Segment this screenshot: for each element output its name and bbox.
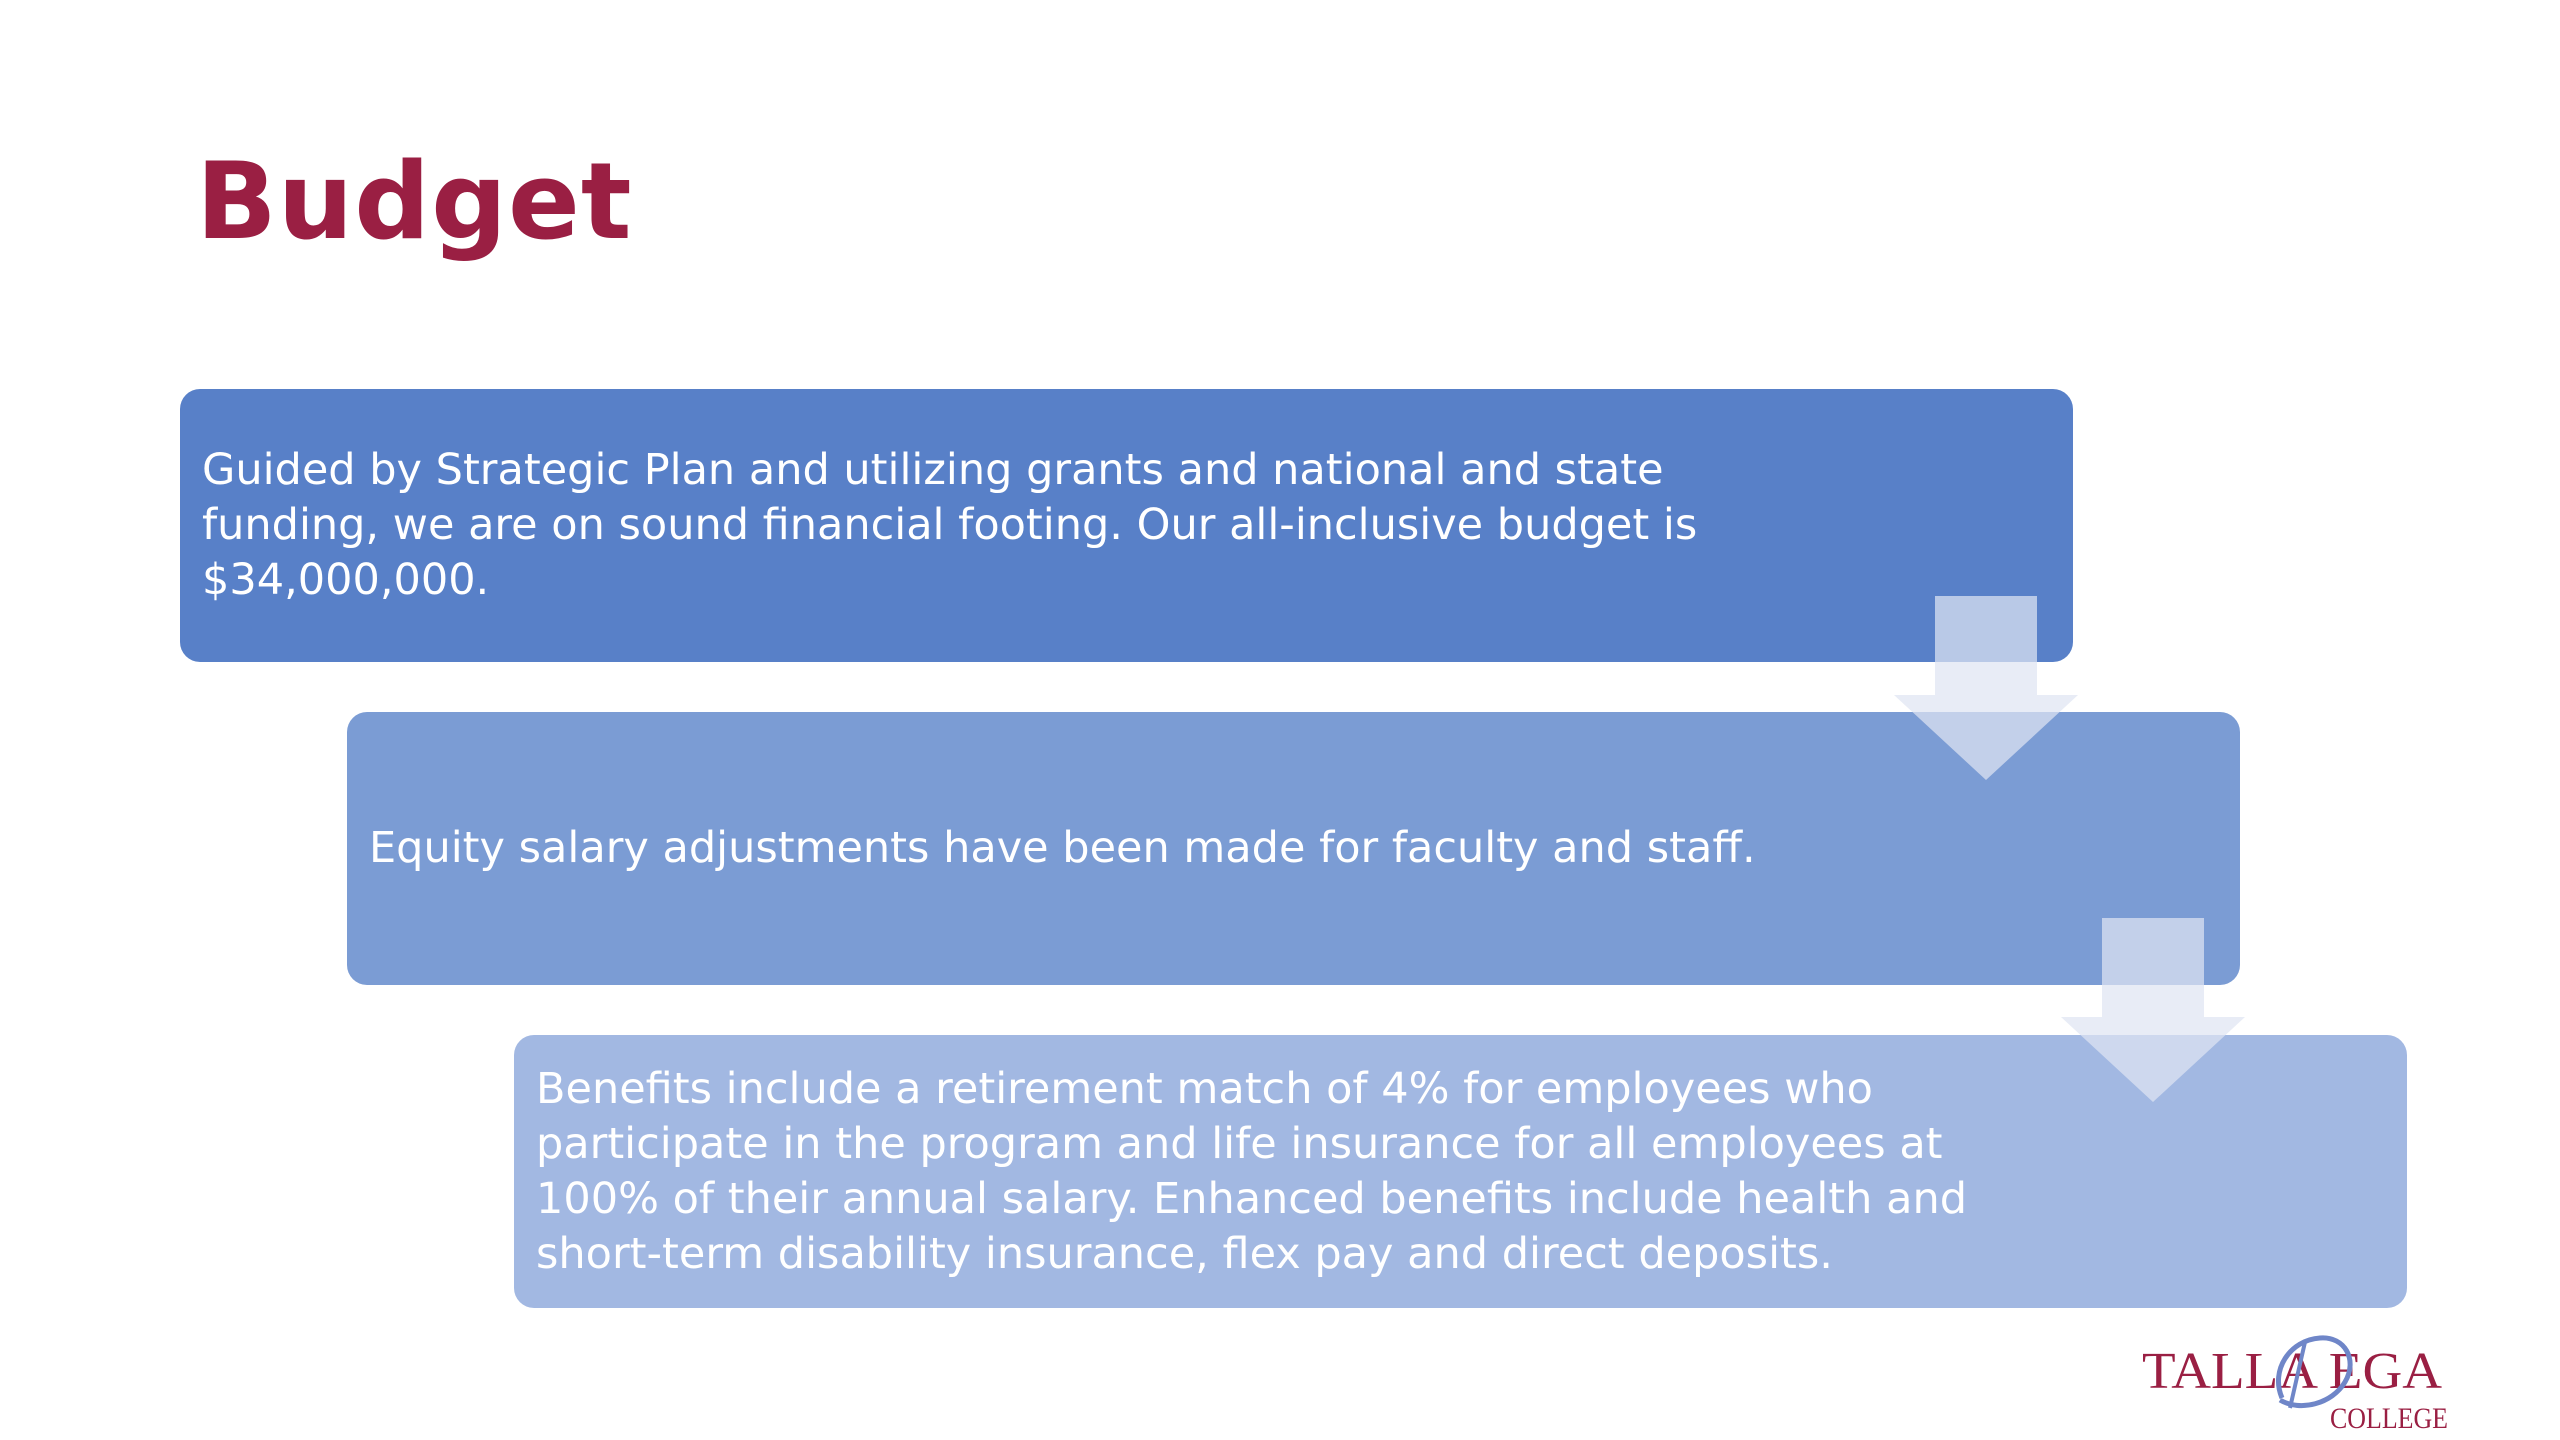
down-arrow-icon bbox=[1894, 596, 2078, 780]
process-step-2-text: Equity salary adjustments have been made for faculty and staff. bbox=[369, 823, 1756, 873]
talladega-college-logo bbox=[2130, 1320, 2460, 1440]
svg-text:TALLA EGA: TALLA EGA bbox=[2142, 1343, 2443, 1400]
slide-title: Budget bbox=[196, 140, 633, 263]
down-arrow-icon bbox=[2061, 918, 2245, 1102]
process-step-3-text: Benefits include a retirement match of 4% for employees who participate in the program and life insurance for all employees at 100% of their annual salary. Enhanced benefits include health and short-term disability insurance, flex pay and direct deposits. bbox=[536, 1063, 1967, 1279]
process-step-1-text: Guided by Strategic Plan and utilizing grants and national and state funding, we are on sound financial footing. Our all-inclusive budget is $34,000,000. bbox=[202, 445, 1698, 605]
process-step-1 bbox=[180, 389, 2073, 662]
svg-text:COLLEGE: COLLEGE bbox=[2330, 1402, 2448, 1435]
